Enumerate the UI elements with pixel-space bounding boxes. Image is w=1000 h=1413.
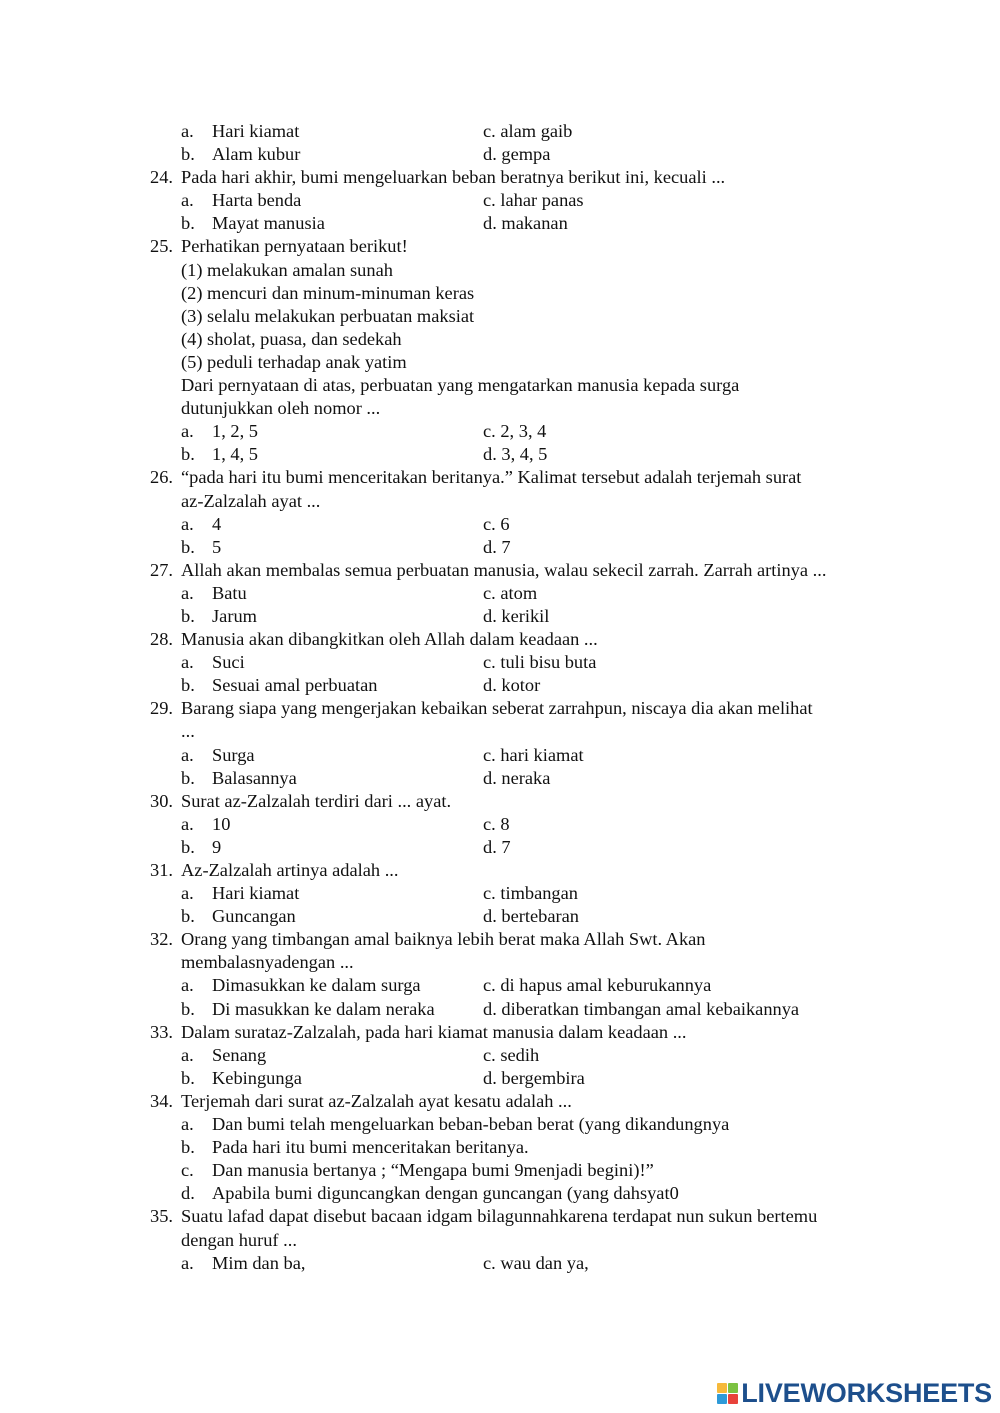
option-text: Alam kubur xyxy=(212,144,301,165)
option-right: c. 2, 3, 4 xyxy=(483,421,547,442)
statement-line xyxy=(0,397,1000,420)
option-text: Mim dan ba, xyxy=(212,1252,306,1273)
option-right: c. lahar panas xyxy=(483,190,584,211)
option-text: Mayat manusia xyxy=(212,213,325,234)
question-line xyxy=(0,1229,1000,1252)
option-letter: c. xyxy=(181,1160,194,1181)
option-row xyxy=(0,582,1000,605)
question-block xyxy=(0,859,1000,928)
option-letter: b. xyxy=(181,767,195,788)
question-block xyxy=(0,928,1000,1020)
option-right: d. gempa xyxy=(483,144,551,165)
question-text: Allah akan membalas semua perbuatan manusia, walau sekecil zarrah. Zarrah artinya ... xyxy=(181,559,827,580)
option-letter: a. xyxy=(181,421,194,442)
question-text: Surat az-Zalzalah terdiri dari ... ayat. xyxy=(181,790,452,811)
option-row xyxy=(0,998,1000,1021)
option-right: c. tuli bisu buta xyxy=(483,652,597,673)
logo-square xyxy=(717,1383,727,1393)
question-block xyxy=(0,559,1000,628)
option-row xyxy=(0,1067,1000,1090)
statement-line xyxy=(0,328,1000,351)
question-line xyxy=(0,466,1000,489)
option-right: d. diberatkan timbangan amal kebaikannya xyxy=(483,998,800,1019)
option-letter: b. xyxy=(181,675,195,696)
question-text: Dalam surataz-Zalzalah, pada hari kiamat manusia dalam keadaan ... xyxy=(181,1021,687,1042)
option-row xyxy=(0,536,1000,559)
option-row xyxy=(0,1182,1000,1205)
question-text: ... xyxy=(181,721,195,742)
option-text: Harta benda xyxy=(212,190,302,211)
statement-text: (4) sholat, puasa, dan sedekah xyxy=(181,328,402,349)
option-letter: a. xyxy=(181,813,194,834)
question-line xyxy=(0,1205,1000,1228)
question-block xyxy=(0,1021,1000,1090)
option-row xyxy=(0,189,1000,212)
question-text: dengan huruf ... xyxy=(181,1229,297,1250)
option-letter: a. xyxy=(181,975,194,996)
option-text: 1, 2, 5 xyxy=(212,421,258,442)
question-number: 27. xyxy=(150,559,173,580)
statement-line xyxy=(0,351,1000,374)
statement-text: (2) mencuri dan minum-minuman keras xyxy=(181,282,475,303)
option-right: c. hari kiamat xyxy=(483,744,584,765)
option-letter: b. xyxy=(181,1067,195,1088)
question-text: Barang siapa yang mengerjakan kebaikan seberat zarrahpun, niscaya dia akan melihat xyxy=(181,698,813,719)
option-right: c. 8 xyxy=(483,813,510,834)
option-row xyxy=(0,767,1000,790)
question-number: 26. xyxy=(150,467,173,488)
statement-text: (1) melakukan amalan sunah xyxy=(181,259,393,280)
option-letter: a. xyxy=(181,883,194,904)
option-row xyxy=(0,605,1000,628)
liveworksheets-brand xyxy=(717,1376,992,1410)
option-letter: a. xyxy=(181,744,194,765)
option-right: d. makanan xyxy=(483,213,568,234)
question-line xyxy=(0,720,1000,743)
option-right: c. 6 xyxy=(483,513,510,534)
question-text: Pada hari akhir, bumi mengeluarkan beban beratnya berikut ini, kecuali ... xyxy=(181,167,726,188)
option-letter: a. xyxy=(181,190,194,211)
option-letter: b. xyxy=(181,213,195,234)
question-line xyxy=(0,859,1000,882)
question-block xyxy=(0,790,1000,859)
liveworksheets-logo-icon xyxy=(717,1383,738,1404)
statement-line xyxy=(0,374,1000,397)
option-letter: a. xyxy=(181,1114,194,1135)
option-text: Dan manusia bertanya ; “Mengapa bumi 9menjadi begini)!” xyxy=(212,1160,654,1181)
option-right: c. sedih xyxy=(483,1044,540,1065)
option-text: Hari kiamat xyxy=(212,883,300,904)
question-line xyxy=(0,928,1000,951)
option-right: d. 3, 4, 5 xyxy=(483,444,548,465)
option-row xyxy=(0,1136,1000,1159)
question-line xyxy=(0,628,1000,651)
question-text: Perhatikan pernyataan berikut! xyxy=(181,236,408,257)
statement-text: Dari pernyataan di atas, perbuatan yang mengatarkan manusia kepada surga xyxy=(181,375,740,396)
question-block xyxy=(0,697,1000,789)
option-right: c. di hapus amal keburukannya xyxy=(483,975,712,996)
statement-text: (5) peduli terhadap anak yatim xyxy=(181,351,407,372)
question-block xyxy=(0,628,1000,697)
question-block xyxy=(0,120,1000,166)
question-text: Terjemah dari surat az-Zalzalah ayat kesatu adalah ... xyxy=(181,1090,572,1111)
statement-line xyxy=(0,282,1000,305)
option-right: d. kotor xyxy=(483,675,541,696)
option-letter: a. xyxy=(181,1252,194,1273)
logo-square xyxy=(728,1383,738,1393)
worksheet-page xyxy=(0,120,1000,1275)
option-text: Sesuai amal perbuatan xyxy=(212,675,378,696)
option-text: Dan bumi telah mengeluarkan beban-beban berat (yang dikandungnya xyxy=(212,1114,730,1135)
question-number: 29. xyxy=(150,698,173,719)
question-text: az-Zalzalah ayat ... xyxy=(181,490,321,511)
question-number: 24. xyxy=(150,167,173,188)
logo-square xyxy=(717,1394,727,1404)
question-text: Az-Zalzalah artinya adalah ... xyxy=(181,860,399,880)
option-text: Dimasukkan ke dalam surga xyxy=(212,975,421,996)
option-right: d. 7 xyxy=(483,536,511,557)
question-line xyxy=(0,490,1000,513)
option-right: c. wau dan ya, xyxy=(483,1252,589,1273)
option-text: Kebingunga xyxy=(212,1067,302,1088)
option-letter: b. xyxy=(181,144,195,165)
option-letter: b. xyxy=(181,444,195,465)
option-letter: b. xyxy=(181,998,195,1019)
option-text: Di masukkan ke dalam neraka xyxy=(212,998,435,1019)
option-text: Pada hari itu bumi menceritakan beritanya. xyxy=(212,1137,529,1158)
question-block xyxy=(0,166,1000,235)
question-line xyxy=(0,951,1000,974)
question-number: 35. xyxy=(150,1206,173,1227)
option-row xyxy=(0,1044,1000,1067)
option-row xyxy=(0,1113,1000,1136)
option-right: c. alam gaib xyxy=(483,121,573,141)
option-text: Hari kiamat xyxy=(212,121,300,141)
option-right: c. timbangan xyxy=(483,883,578,904)
option-row xyxy=(0,674,1000,697)
option-text: Balasannya xyxy=(212,767,297,788)
question-number: 30. xyxy=(150,790,173,811)
option-right: d. bergembira xyxy=(483,1067,585,1088)
question-text: Manusia akan dibangkitkan oleh Allah dalam keadaan ... xyxy=(181,629,598,650)
question-block xyxy=(0,466,1000,558)
question-line xyxy=(0,1090,1000,1113)
question-text: Suatu lafad dapat disebut bacaan idgam bilagunnahkarena terdapat nun sukun bertemu xyxy=(181,1206,818,1227)
option-right: d. bertebaran xyxy=(483,906,579,927)
option-text: Surga xyxy=(212,744,255,765)
option-letter: a. xyxy=(181,582,194,603)
question-number: 25. xyxy=(150,236,173,257)
option-row xyxy=(0,651,1000,674)
question-number: 31. xyxy=(150,860,173,880)
option-letter: b. xyxy=(181,605,195,626)
question-line xyxy=(0,166,1000,189)
option-row xyxy=(0,905,1000,928)
question-number: 28. xyxy=(150,629,173,650)
option-row xyxy=(0,513,1000,536)
option-row xyxy=(0,1159,1000,1182)
option-right: d. neraka xyxy=(483,767,551,788)
option-row xyxy=(0,813,1000,836)
option-row xyxy=(0,882,1000,905)
option-row xyxy=(0,1252,1000,1275)
option-row xyxy=(0,120,1000,143)
option-text: Suci xyxy=(212,652,245,673)
logo-square xyxy=(728,1394,738,1404)
brand-wordmark: LIVEWORKSHEETS xyxy=(741,1377,992,1408)
option-letter: b. xyxy=(181,906,195,927)
question-text: “pada hari itu bumi menceritakan beritanya.” Kalimat tersebut adalah terjemah surat xyxy=(181,467,802,488)
option-letter: a. xyxy=(181,513,194,534)
question-text: Orang yang timbangan amal baiknya lebih berat maka Allah Swt. Akan xyxy=(181,929,706,950)
option-letter: a. xyxy=(181,1044,194,1065)
question-number: 33. xyxy=(150,1021,173,1042)
option-letter: a. xyxy=(181,121,194,141)
statement-text: dutunjukkan oleh nomor ... xyxy=(181,398,381,419)
option-text: 1, 4, 5 xyxy=(212,444,258,465)
option-text: 5 xyxy=(212,536,222,557)
option-letter: b. xyxy=(181,836,195,857)
option-text: Apabila bumi diguncangkan dengan guncangan (yang dahsyat0 xyxy=(212,1183,679,1204)
question-number: 34. xyxy=(150,1090,173,1111)
option-row xyxy=(0,974,1000,997)
statement-text: (3) selalu melakukan perbuatan maksiat xyxy=(181,305,475,326)
option-text: 4 xyxy=(212,513,222,534)
statement-line xyxy=(0,259,1000,282)
question-line xyxy=(0,559,1000,582)
question-text: membalasnyadengan ... xyxy=(181,952,354,973)
option-text: Senang xyxy=(212,1044,267,1065)
question-number: 32. xyxy=(150,929,173,950)
option-text: Guncangan xyxy=(212,906,296,927)
option-text: Batu xyxy=(212,582,247,603)
option-right: d. kerikil xyxy=(483,605,550,626)
option-letter: d. xyxy=(181,1183,195,1204)
option-text: Jarum xyxy=(212,605,257,626)
option-letter: a. xyxy=(181,652,194,673)
option-row xyxy=(0,212,1000,235)
statement-line xyxy=(0,305,1000,328)
option-row xyxy=(0,420,1000,443)
question-block xyxy=(0,1090,1000,1205)
question-block xyxy=(0,1205,1000,1274)
option-letter: b. xyxy=(181,536,195,557)
option-right: d. 7 xyxy=(483,836,511,857)
option-text: 9 xyxy=(212,836,222,857)
question-line xyxy=(0,235,1000,258)
option-row xyxy=(0,143,1000,166)
option-text: 10 xyxy=(212,813,231,834)
option-row xyxy=(0,744,1000,767)
option-right: c. atom xyxy=(483,582,538,603)
option-letter: b. xyxy=(181,1137,195,1158)
question-block xyxy=(0,235,1000,466)
question-line xyxy=(0,790,1000,813)
question-line xyxy=(0,697,1000,720)
option-row xyxy=(0,836,1000,859)
question-line xyxy=(0,1021,1000,1044)
option-row xyxy=(0,443,1000,466)
